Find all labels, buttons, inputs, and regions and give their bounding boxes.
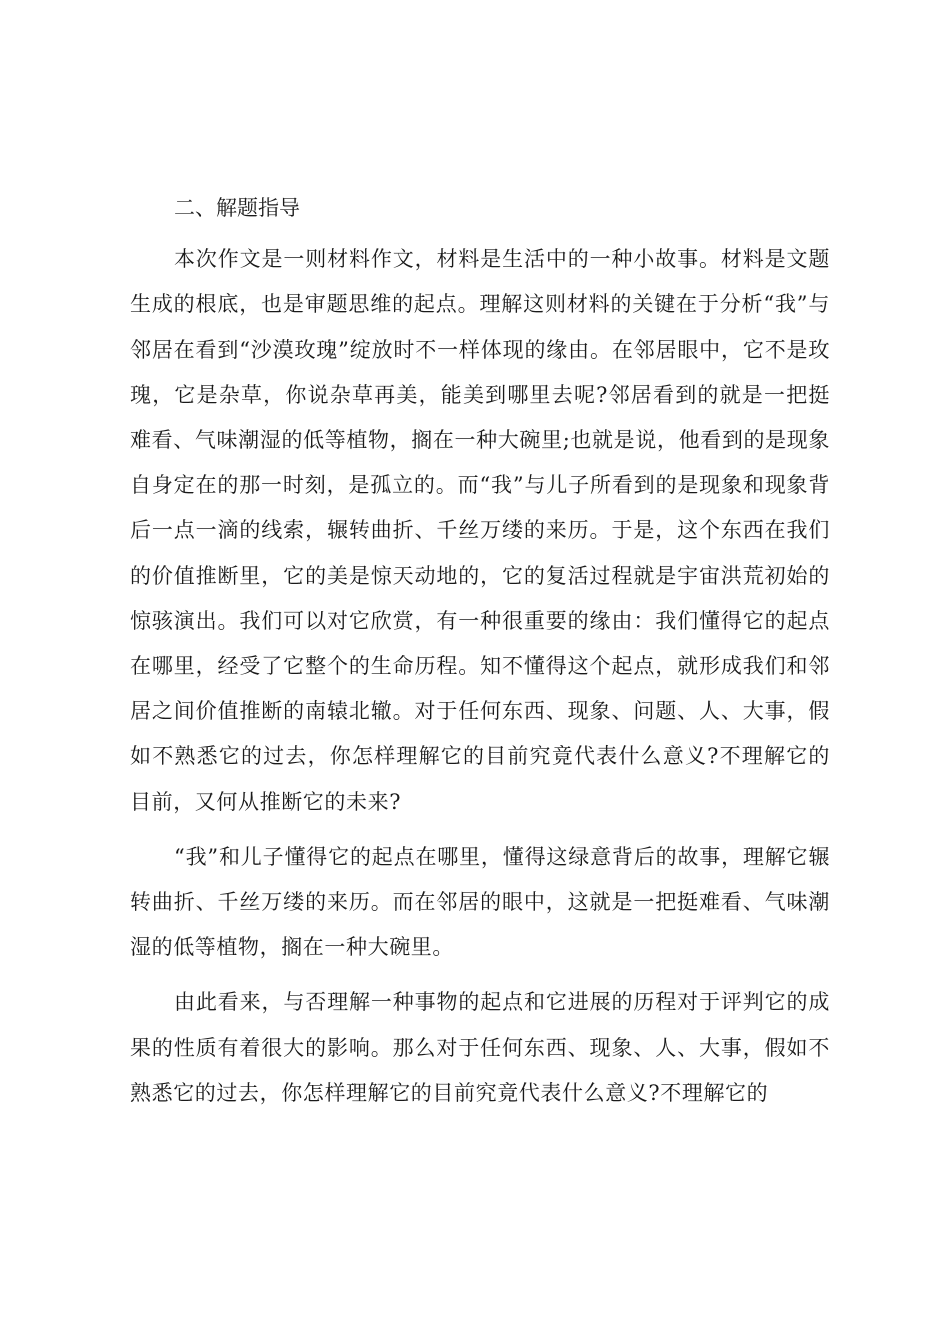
- paragraph-1: 本次作文是一则材料作文，材料是生活中的一种小故事。材料是文题生成的根底，也是审题思维的起点。理解这则材料的关键在于分析“我”与邻居在看到“沙漠玫瑰”绽放时不一样体现的缘由。在邻居眼中，它不是玫瑰，它是杂草，你说杂草再美，能美到哪里去呢?邻居看到的就是一把挺难看、气味潮湿的低等植物，搁在一种大碗里;也就是说，他看到的是现象自身定在的那一时刻，是孤立的。而“我”与儿子所看到的是现象和现象背后一点一滴的线索，辗转曲折、千丝万缕的来历。于是，这个东西在我们的价值推断里，它的美是惊天动地的，它的复活过程就是宇宙洪荒初始的惊骇演出。我们可以对它欣赏，有一种很重要的缘由：我们懂得它的起点在哪里，经受了它整个的生命历程。知不懂得这个起点，就形成我们和邻居之间价值推断的南辕北辙。对于任何东西、现象、问题、人、大事，假如不熟悉它的过去，你怎样理解它的目前究竟代表什么意义?不理解它的目前，又何从推断它的未来?: [130, 247, 830, 814]
- section-heading: 二、解题指导: [174, 196, 300, 220]
- document-body: [130, 186, 830, 1126]
- paragraph-2: “我”和儿子懂得它的起点在哪里，懂得这绿意背后的故事，理解它辗转曲折、千丝万缕的来历。而在邻居的眼中，这就是一把挺难看、气味潮湿的低等植物，搁在一种大碗里。: [130, 844, 830, 960]
- paragraph-3: 由此看来，与否理解一种事物的起点和它进展的历程对于评判它的成果的性质有着很大的影响。那么对于任何东西、现象、人、大事，假如不熟悉它的过去，你怎样理解它的目前究竟代表什么意义?不理解它的: [130, 990, 830, 1105]
